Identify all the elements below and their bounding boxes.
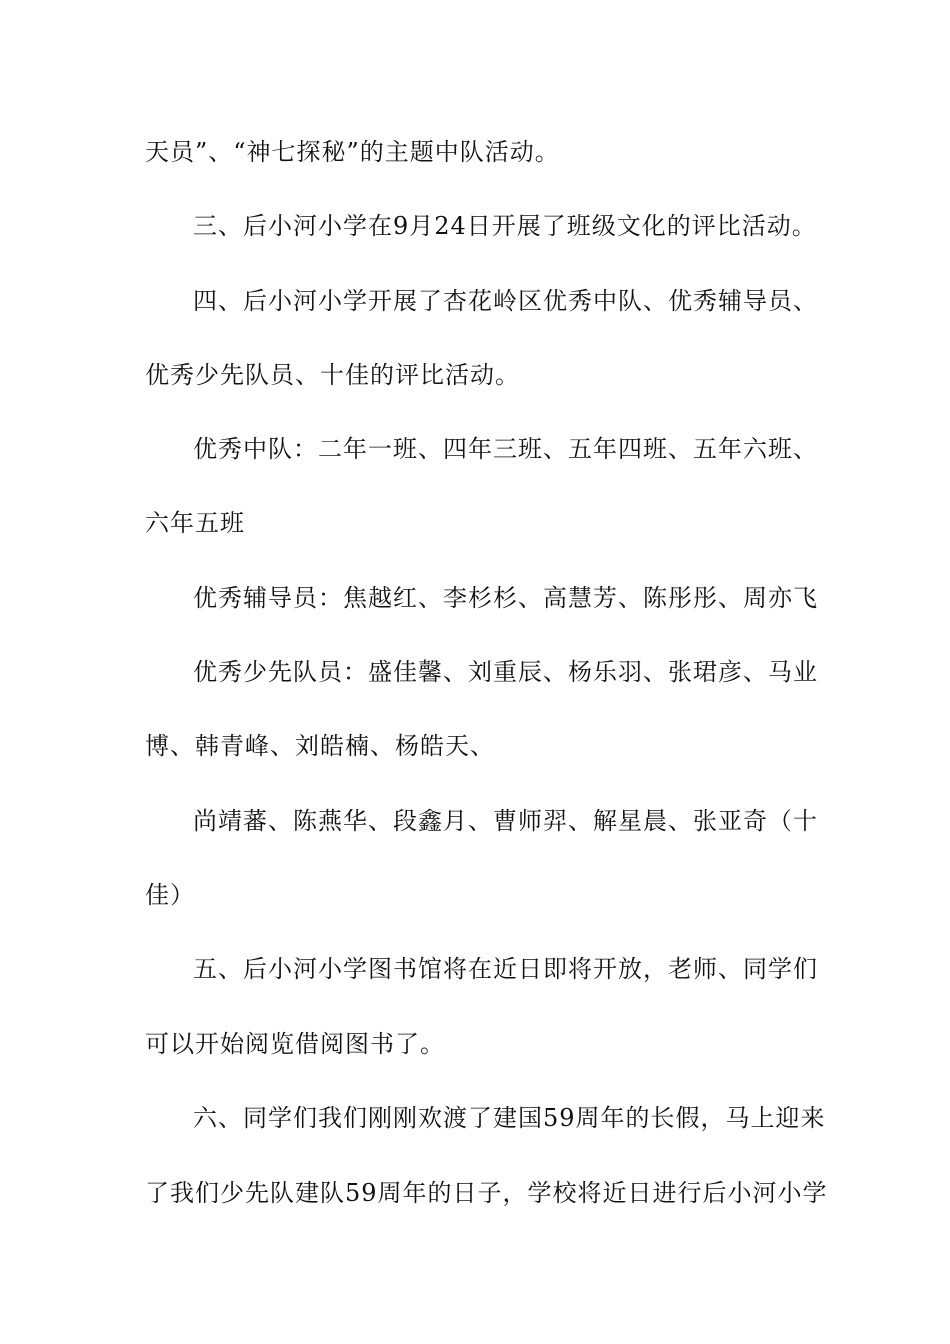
text-line-11: 佳） (145, 881, 195, 909)
text-line-14: 六、同学们我们刚刚欢渡了建国59周年的长假，马上迎来 (193, 1104, 826, 1132)
text-line-10: 尚靖蕃、陈燕华、段鑫月、曹师羿、解星晨、张亚奇（十 (193, 807, 818, 835)
text-line-13: 可以开始阅览借阅图书了。 (145, 1030, 445, 1058)
text-line-4: 优秀少先队员、十佳的评比活动。 (145, 361, 520, 389)
text-line-8: 优秀少先队员：盛佳馨、刘重辰、杨乐羽、张珺彦、马业 (193, 658, 818, 686)
text-line-2: 三、后小河小学在9月24日开展了班级文化的评比活动。 (193, 212, 817, 240)
text-line-12: 五、后小河小学图书馆将在近日即将开放，老师、同学们 (193, 955, 818, 983)
text-line-3: 四、后小河小学开展了杏花岭区优秀中队、优秀辅导员、 (193, 287, 818, 315)
text-line-6: 六年五班 (145, 509, 245, 537)
text-line-1: 天员”、“神七探秘”的主题中队活动。 (145, 138, 560, 166)
text-line-7: 优秀辅导员：焦越红、李杉杉、高慧芳、陈彤彤、周亦飞 (193, 584, 818, 612)
text-line-5: 优秀中队：二年一班、四年三班、五年四班、五年六班、 (193, 435, 818, 463)
text-line-9: 博、韩青峰、刘皓楠、杨皓天、 (145, 732, 495, 760)
text-line-15: 了我们少先队建队59周年的日子，学校将近日进行后小河小学 (145, 1179, 828, 1207)
